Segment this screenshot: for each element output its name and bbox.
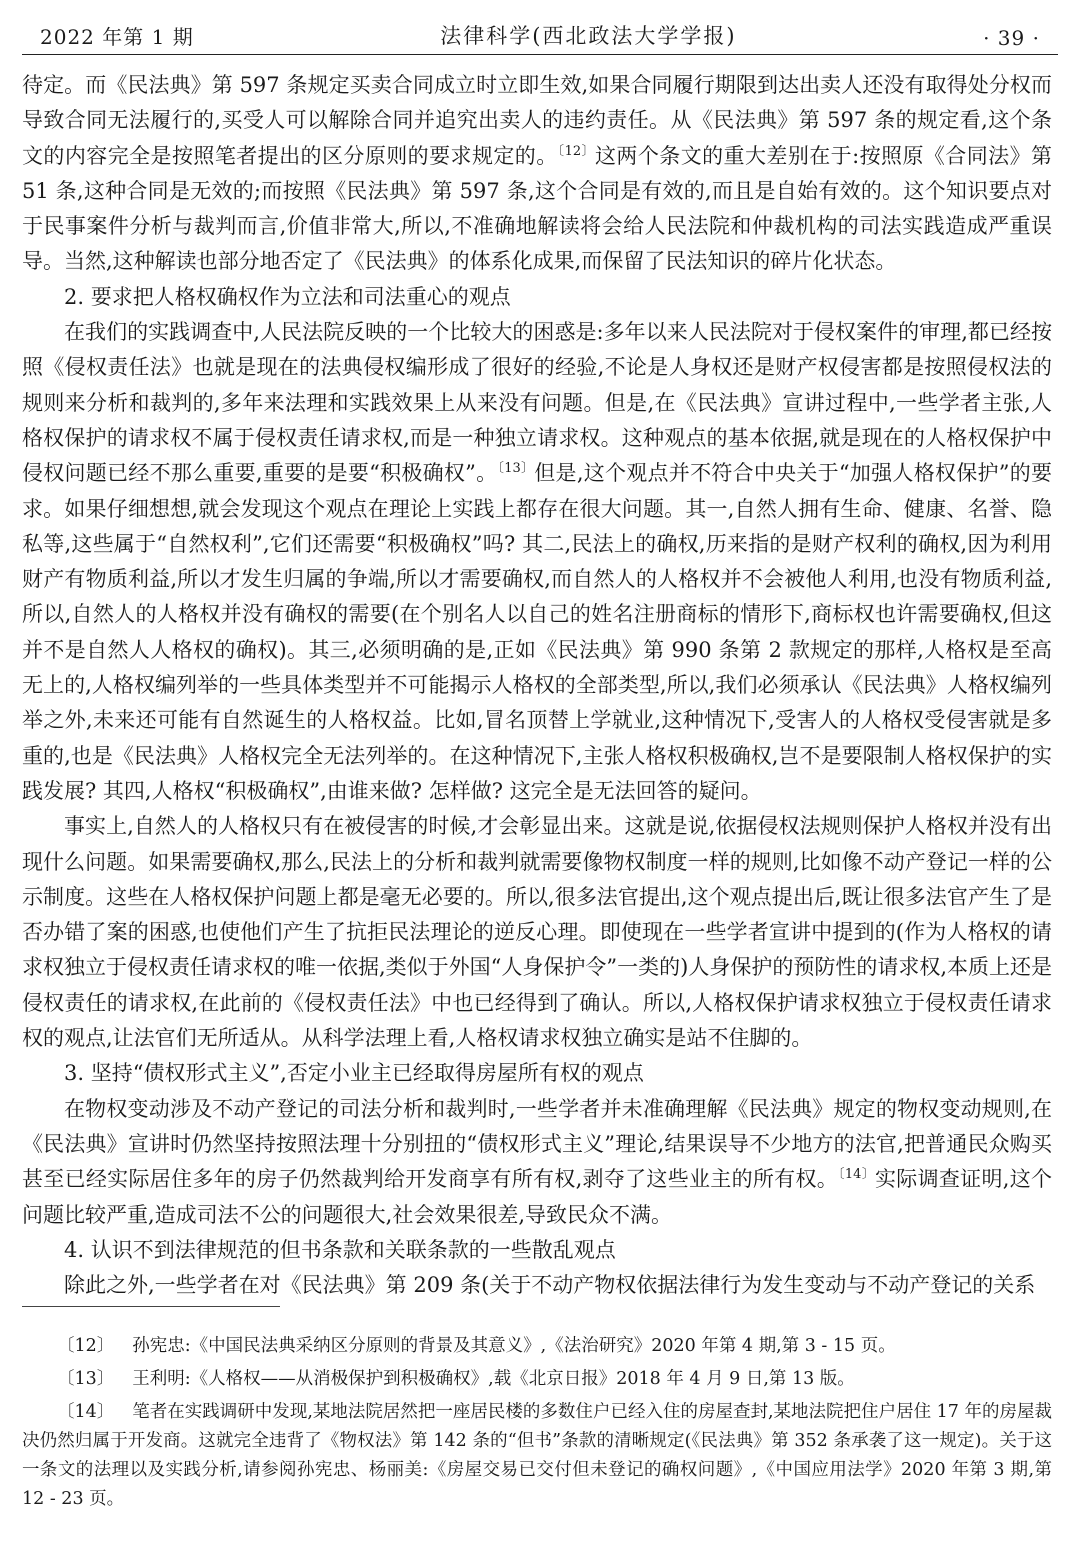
footnote-mark: 〔14〕: [57, 1402, 115, 1422]
issue-label: 2022 年第 1 期: [40, 25, 194, 49]
running-header: [40, 16, 1040, 50]
footnote-rule: [22, 1306, 280, 1307]
paragraph: 在物权变动涉及不动产登记的司法分析和裁判时,一些学者并未准确理解《民法典》规定的物权变动规则,在《民法典》宣讲时仍然坚持按照法理十分别扭的“债权形式主义”理论,结果误导不少地方的法官,把普通民众购买甚至已经实际居住多年的房子仍然裁判给开发商享有所有权,剥夺了这些业主的所有权。$^{〔14〕}$实际调查证明,这个问题比较严重,造成司法不公的问题很大,社会效果很差,导致民众不满。: [22, 1096, 1052, 1227]
footnote-mark: 〔12〕: [57, 1336, 115, 1356]
header-rule: [22, 54, 1058, 55]
footnote-ref[interactable]: 〔12〕: [557, 143, 595, 159]
section-heading: 4. 认识不到法律规范的但书条款和关联条款的一些散乱观点: [64, 1237, 616, 1262]
section-heading: 2. 要求把人格权确权作为立法和司法重心的观点: [64, 284, 511, 309]
footnote: 〔14〕 笔者在实践调研中发现,某地法院居然把一座居民楼的多数住户已经入住的房屋查封,某地法院把住户居住 17 年的房屋裁决仍然归属于开发商。这就完全违背了《物权法》第 142 条的“但书”条款的清晰规定(《民法典》第 352 条承袭了这一规定)。关于这一条文的法理以及实践分析,请参阅孙宪忠、杨丽美:《房屋交易已交付但未登记的确权问题》,《中国应用法学》2020 年第 3 期,第 12 - 23 页。: [22, 1402, 1052, 1509]
footnote-mark: 〔13〕: [57, 1369, 115, 1389]
page-number: · 39 ·: [983, 26, 1040, 50]
footnote: 〔13〕 王利明:《人格权——从消极保护到积极确权》,载《北京日报》2018 年 4 月 9 日,第 13 版。: [57, 1369, 855, 1389]
paragraph: 事实上,自然人的人格权只有在被侵害的时候,才会彰显出来。这就是说,依据侵权法规则保护人格权并没有出现什么问题。如果需要确权,那么,民法上的分析和裁判就需要像物权制度一样的规则,比如像不动产登记一样的公示制度。这些在人格权保护问题上都是毫无必要的。所以,很多法官提出,这个观点提出后,既让很多法官产生了是否办错了案的困惑,也使他们产生了抗拒民法理论的逆反心理。即使现在一些学者宣讲中提到的(作为人格权的请求权独立于侵权责任请求权的唯一依据,类似于外国“人身保护令”一类的)人身保护的预防性的请求权,本质上还是侵权责任的请求权,在此前的《侵权责任法》中也已经得到了确认。所以,人格权保护请求权独立于侵权责任请求权的观点,让法官们无所适从。从科学法理上看,人格权请求权独立确实是站不住脚的。: [22, 814, 1053, 1051]
footnote: 〔12〕 孙宪忠:《中国民法典采纳区分原则的背景及其意义》,《法治研究》2020 年第 4 期,第 3 - 15 页。: [57, 1336, 896, 1356]
paragraph: 除此之外,一些学者在对《民法典》第 209 条(关于不动产物权依据法律行为发生变动与不动产登记的关系: [64, 1273, 1036, 1298]
footnotes: [22, 1332, 1052, 1518]
footnote-ref[interactable]: 〔13〕: [497, 461, 535, 477]
paragraph: 待定。而《民法典》第 597 条规定买卖合同成立时立即生效,如果合同履行期限到达出卖人还没有取得处分权而导致合同无法履行的,买受人可以解除合同并追究出卖人的违约责任。从《民法典》第 597 条的规定看,这个条文的内容完全是按照笔者提出的区分原则的要求规定的。$^{〔12〕}$这两个条文的重大差别在于:按照原《合同法》第 51 条,这种合同是无效的;而按照《民法典》第 597 条,这个合同是有效的,而且是自始有效的。这个知识要点对于民事案件分析与裁判而言,价值非常大,所以,不准确地解读将会给人民法院和仲裁机构的司法实践造成严重误导。当然,这种解读也部分地否定了《民法典》的体系化成果,而保留了民法知识的碎片化状态。: [22, 73, 1053, 274]
footnote-ref[interactable]: 〔14〕: [838, 1167, 875, 1183]
article-body: [22, 68, 1052, 1303]
section-heading: 3. 坚持“债权形式主义”,否定小业主已经取得房屋所有权的观点: [64, 1061, 644, 1086]
journal-title: 法律科学(西北政法大学学报): [440, 24, 737, 48]
paragraph: 在我们的实践调查中,人民法院反映的一个比较大的困惑是:多年以来人民法院对于侵权案件的审理,都已经按照《侵权责任法》也就是现在的法典侵权编形成了很好的经验,不论是人身权还是财产权侵害都是按照侵权法的规则来分析和裁判的,多年来法理和实践效果上从来没有问题。但是,在《民法典》宣讲过程中,一些学者主张,人格权保护的请求权不属于侵权责任请求权,而是一种独立请求权。这种观点的基本依据,就是现在的人格权保护中侵权问题已经不那么重要,重要的是要“积极确权”。$^{〔13〕}$但是,这个观点并不符合中央关于“加强人格权保护”的要求。如果仔细想想,就会发现这个观点在理论上实践上都存在很大问题。其一,自然人拥有生命、健康、名誉、隐私等,这些属于“自然权利”,它们还需要“积极确权”吗? 其二,民法上的确权,历来指的是财产权利的确权,因为利用财产有物质利益,所以才发生归属的争端,所以才需要确权,而自然人的人格权并不会被他人利用,也没有物质利益,所以,自然人的人格权并没有确权的需要(在个别名人以自己的姓名注册商标的情形下,商标权也许需要确权,但这并不是自然人人格权的确权)。其三,必须明确的是,正如《民法典》第 990 条第 2 款规定的那样,人格权是至高无上的,人格权编列举的一些具体类型并不可能揭示人格权的全部类型,所以,我们必须承认《民法典》人格权编列举之外,未来还可能有自然诞生的人格权益。比如,冒名顶替上学就业,这种情况下,受害人的人格权受侵害就是多重的,也是《民法典》人格权完全无法列举的。在这种情况下,主张人格权积极确权,岂不是要限制人格权保护的实践发展? 其四,人格权“积极确权”,由谁来做? 怎样做? 这完全是无法回答的疑问。: [22, 320, 1052, 803]
